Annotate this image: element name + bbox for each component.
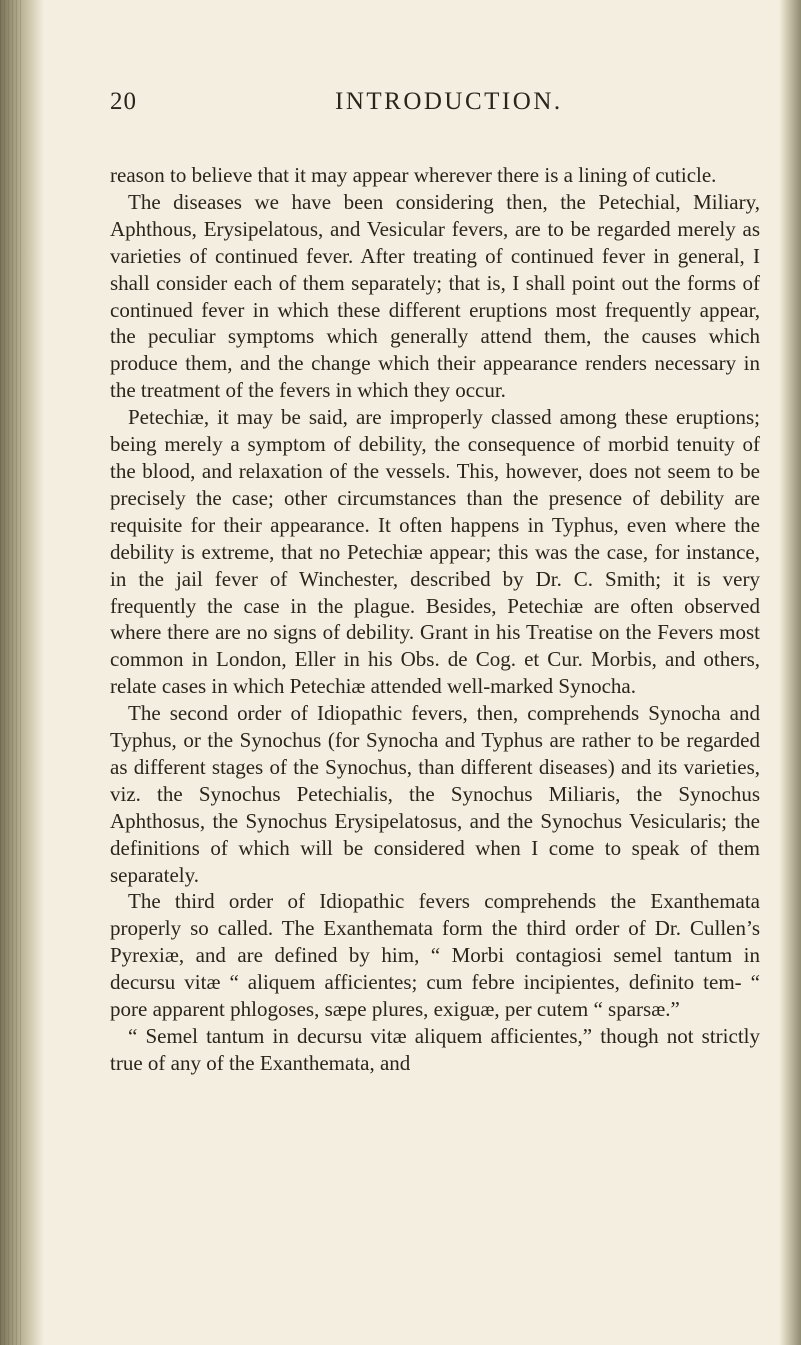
page-edge-shadow: [779, 0, 801, 1345]
book-page: [110, 88, 760, 1328]
paragraph: reason to believe that it may appear wherever there is a lining of cuticle.: [110, 163, 717, 187]
page-number: 20: [110, 88, 137, 115]
book-binding-edge: [0, 0, 24, 1345]
paragraph: The third order of Idiopathic fevers comprehends the Exanthemata properly so called. The Exanthemata form the third order of Dr. Cullen’s Pyrexiæ, and are defined by him, “ Morbi contagiosi semel tantum in decursu vitæ “ aliquem afficientes; cum febre incipientes, definito tem- “ pore apparent phlogoses, sæpe plures, exiguæ, per cutem “ sparsæ.”: [110, 889, 760, 1022]
page-body: [110, 162, 760, 1077]
paragraph: “ Semel tantum in decursu vitæ aliquem afficientes,” though not strictly true of any of the Exanthemata, and: [110, 1024, 760, 1075]
page-header: [110, 88, 760, 124]
paragraph: The diseases we have been considering then, the Petechial, Miliary, Aphthous, Erysipelatous, and Vesicular fevers, are to be regarded merely as varieties of continued fever. After treating of continued fever in general, I shall consider each of them separately; that is, I shall point out the forms of continued fever in which these different eruptions most frequently appear, the peculiar symptoms which generally attend them, the causes which produce them, and the change which their appearance renders necessary in the treatment of the fevers in which they occur.: [110, 189, 760, 403]
running-head: INTRODUCTION.: [335, 88, 563, 115]
paragraph: Petechiæ, it may be said, are improperly classed among these eruptions; being merely a symptom of debility, the consequence of morbid tenuity of the blood, and relaxation of the vessels. This, however, does not seem to be precisely the case; other circumstances than the presence of debility are requisite for their appearance. It often happens in Typhus, even where the debility is extreme, that no Petechiæ appear; this was the case, for instance, in the jail fever of Winchester, described by Dr. C. Smith; it is very frequently the case in the plague. Besides, Petechiæ are often observed where there are no signs of debility. Grant in his Treatise on the Fevers most common in London, Eller in his Obs. de Cog. et Cur. Morbis, and others, relate cases in which Petechiæ attended well-marked Synocha.: [110, 405, 760, 699]
paragraph: The second order of Idiopathic fevers, then, comprehends Synocha and Typhus, or the Synochus (for Synocha and Typhus are rather to be regarded as different stages of the Synochus, than different diseases) and its varieties, viz. the Synochus Petechialis, the Synochus Miliaris, the Synochus Aphthosus, the Synochus Erysipelatosus, and the Synochus Vesicularis; the definitions of which will be considered when I come to speak of them separately.: [110, 701, 760, 887]
